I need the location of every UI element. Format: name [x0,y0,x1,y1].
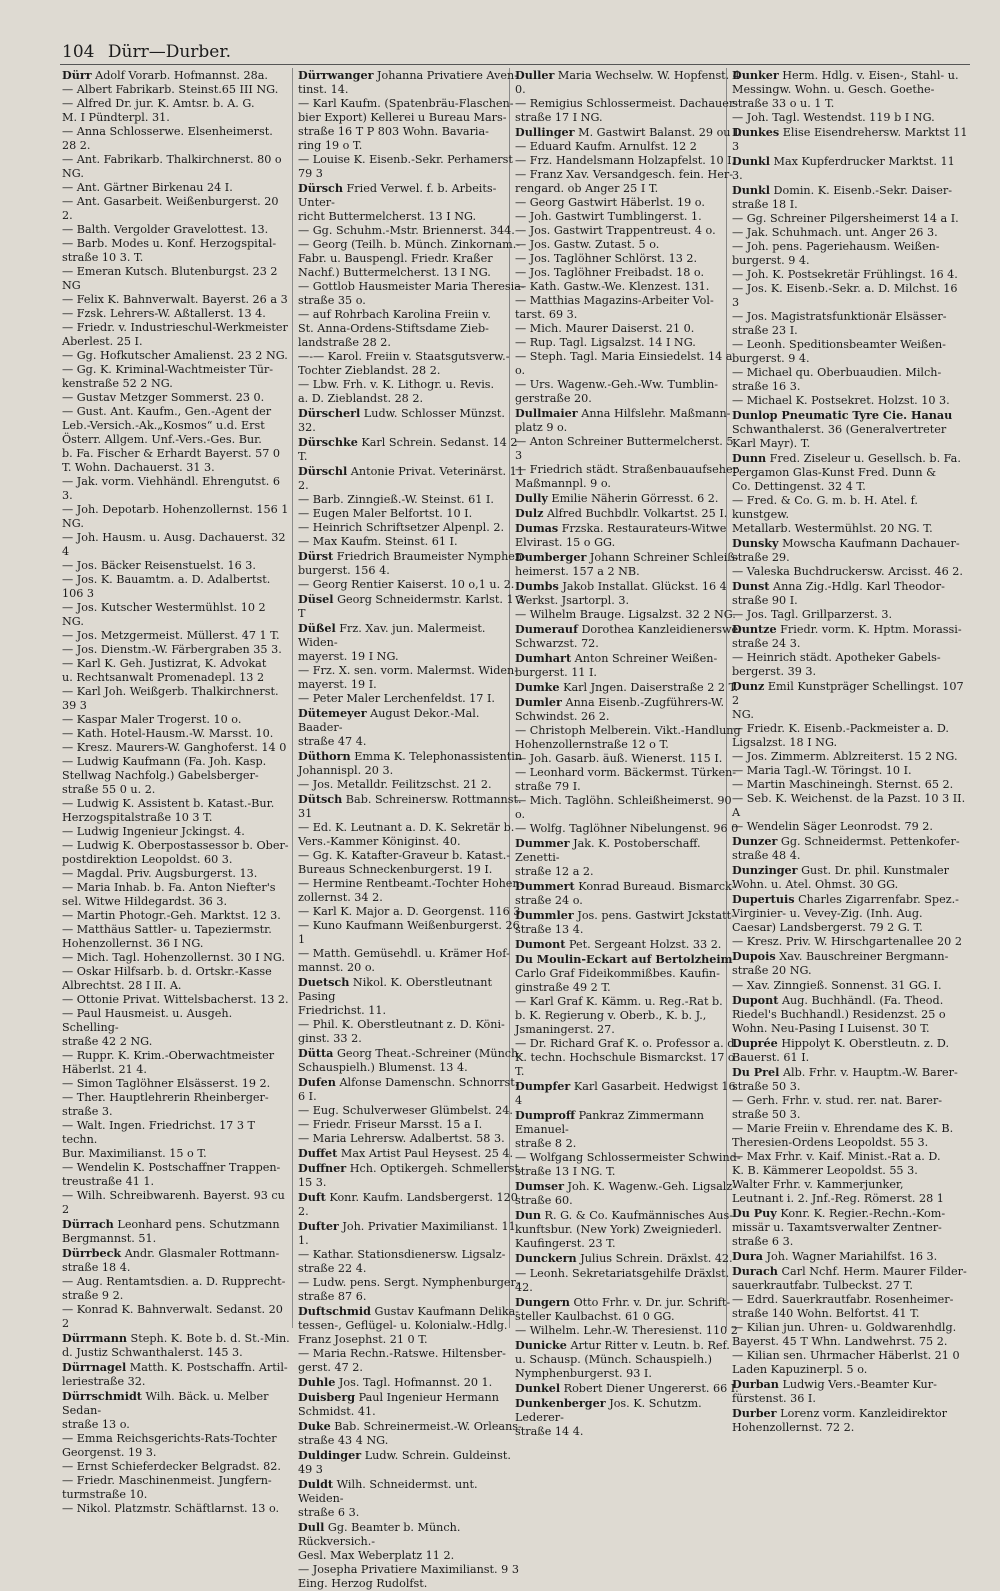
entry-surname: Dumas [515,521,559,535]
entry-surname: Dürrschmidt [62,1389,142,1403]
entry-details: Ludwig Vers.-Beamter Kur- fürstenst. 36 I. [732,1378,937,1405]
directory-entry [515,406,743,491]
directory-entry [62,1217,290,1246]
entry-surname: Dunsky [732,536,779,550]
entry-details: Max Kupferdrucker Marktst. 11 3. [732,155,955,182]
entry-details: Max Artist Paul Heysest. 25 4. [337,1147,514,1160]
directory-entry [515,836,743,879]
entry-details: Paul Ingenieur Hermann Schmidst. 41. [298,1391,499,1418]
entry-details: Aug. Buchhändl. (Fa. Theod. Riedel's Buchhandl.) Residenzst. 25 o Wohn. Neu-Pasing I Luisenst. 30 T. [732,994,946,1035]
directory-entry [298,1390,526,1419]
entry-details: Artur Ritter v. Leutn. b. Ref. u. Schausp. (Münch. Schauspielh.) Nymphenburgerst. 93 I. [515,1339,730,1380]
column-divider [292,68,293,1328]
entry-details: Jos. K. Schutzm. Lederer- straße 14 4. [515,1397,702,1438]
directory-entry [515,521,743,550]
entry-surname: Duldt [298,1477,334,1491]
entry-surname: Dürschl [298,464,348,478]
directory-entry [62,1331,290,1360]
directory-entry [515,908,743,937]
directory-entry [515,622,743,651]
entry-details: Adolf Vorarb. Hofmannst. 28a. — Albert Fabrikarb. Steinst.65 III NG. — Alfred Dr. jur. K. Amtsr. b. A. G. M. I Pündterpl. 31. — Anna Schlosserwe. Elsenheimerst. 28 2. — Ant. Fabrikarb. Thalkirchnerst. 80 o NG. — Ant. Gärtner Birkenau 24 I. — Ant. Gasarbeit. Weißenburgerst. 20 2. — Balth. Vergolder Gravelottest. 13. — Barb. Modes u. Konf. Herzogspital- straße 10 3. T. — Emeran Kutsch. Blutenburgst. 23 2 NG — Felix K. Bahnverwalt. Bayerst. 26 a 3 — Fzsk. Lehrers-W. Aßtallerst. 13 4. — Friedr. v. Industrieschul-Werkmeister Aberlest. 25 I. — Gg. Hofkutscher Amalienst. 23 2 NG. — Gg. K. Kriminal-Wachtmeister Tür- kenstraße 52 2 NG. — Gustav Metzger Sommerst. 23 0. — Gust. Ant. Kaufm., Gen.-Agent der Leb.-Versich.-Ak.„Kosmos“ u.d. Erst Österr. Allgem. Unf.-Vers.-Ges. Bur. b. Fa. Fischer & Erhardt Bayerst. 57 0 T. Wohn. Dachauerst. 31 3. — Jak. vorm. Viehhändl. Ehrengutst. 6 3. — Joh. Depotarb. Hohenzollernst. 156 1 NG. — Joh. Hausm. u. Ausg. Dachauerst. 32 4 — Jos. Bäcker Reisenstuelst. 16 3. — Jos. K. Bauamtm. a. D. Adalbertst. 106 3 — Jos. Kutscher Westermühlst. 10 2 NG. — Jos. Metzgermeist. Müllerst. 47 1 T. — Jos. Dienstm.-W. Färbergraben 35 3. — Karl K. Geh. Justizrat, K. Advokat u. Rechtsanwalt Promenadepl. 13 2 — Karl Joh. Weißgerb. Thalkirchnerst. 39 3 — Kaspar Maler Trogerst. 10 o. — Kath. Hotel-Hausm.-W. Marsst. 10. — Kresz. Maurers-W. Ganghoferst. 14 0 — Ludwig Kaufmann (Fa. Joh. Kasp. Stellwag Nachfolg.) Gabelsberger- straße 55 0 u. 2. — Ludwig K. Assistent b. Katast.-Bur. Herzogspitalstraße 10 3 T. — Ludwig Ingenieur Jckingst. 4. — Ludwig K. Oberpostassessor b. Ober- postdirektion Leopoldst. 60 3. — Magdal. Priv. Augsburgerst. 13. — Maria Inhab. b. Fa. Anton Niefter's sel. Witwe Hildegardst. 36 3. — Martin Photogr.-Geh. Marktst. 12 3. — Matthäus Sattler- u. Tapeziermstr. Hohenzollernst. 36 I NG. — Mich. Tagl. Hohenzollernst. 30 I NG. — Oskar Hilfsarb. b. d. Ortskr.-Kasse Albrechtst. 28 I II. A. — Ottonie Privat. Wittelsbacherst. 13 2. — Paul Hausmeist. u. Ausgeh. Schelling- straße 42 2 NG. — Ruppr. K. Krim.-Oberwachtmeister Häberlst. 21 4. — Simon Taglöhner Elsässerst. 19 2. — Ther. Hauptlehrerin Rheinberger- straße 3. — Walt. Ingen. Friedrichst. 17 3 T techn. Bur. Maximilianst. 15 o T. — Wendelin K. Postschaffner Trappen- treustraße 41 1. — Wilh. Schreibwarenh. Bayerst. 93 cu 2 [62,69,289,1216]
entry-details: Fred. Ziseleur u. Gesellsch. b. Fa. Pergamon Glas-Kunst Fred. Dunn & Co. Dettingenst. 32 4 T. — Fred. & Co. G. m. b. H. Atel. f. kunstgew. Metallarb. Westermühlst. 20 NG. T. [732,452,961,535]
entry-details: Jos. Tagl. Hofmannst. 20 1. [335,1376,493,1389]
entry-surname: Dunkel [515,1381,561,1395]
directory-entry [515,579,743,622]
entry-details: — Xav. Zinngieß. Sonnenst. 31 GG. I. [732,979,942,992]
entry-surname: Dunicke [515,1338,567,1352]
entry-details: Konr. Kaufm. Landsbergerst. 120 2. [298,1191,518,1218]
directory-entry [515,125,743,406]
directory-entry [732,1377,968,1406]
entry-details: Bab. Schreinermeist.-W. Orleans- straße 43 4 NG. [298,1420,522,1447]
entry-surname: Duntze [732,622,777,636]
entry-surname: Duisberg [298,1390,356,1404]
entry-details: Herm. Hdlg. v. Eisen-, Stahl- u. Messingw. Wohn. u. Gesch. Goethe- straße 33 o u. 1 T. — Joh. Tagl. Westendst. 119 b I NG. [732,69,959,124]
entry-surname: Dumhart [515,651,572,665]
directory-entry [298,1161,526,1190]
entry-details: Gust. Dr. phil. Kunstmaler Wohn. u. Atel. Ohmst. 30 GG. [732,864,950,891]
directory-entry [298,549,526,592]
directory-entry [298,1304,526,1375]
entry-surname: Dumler [515,695,562,709]
entry-details: Ludw. Schrein. Guldeinst. 49 3 [298,1449,511,1476]
entry-surname: Dunzinger [732,863,798,877]
column-3 [515,68,743,1439]
entry-details: Wilh. Schneidermst. unt. Weiden- straße 6 3. [298,1478,478,1519]
entry-surname: Dullinger [515,125,575,139]
entry-details: Pankraz Zimmermann Emanuel- straße 8 2. — Wolfgang Schlossermeister Schwind- straße 13 I NG. T. [515,1109,741,1178]
entry-surname: Dunn [732,451,767,465]
directory-entry [298,68,526,181]
entry-details: Emil Kunstpräger Schellingst. 107 2 NG. — Friedr. K. Eisenb.-Packmeister a. D. Ligsalzst. 18 I NG. — Jos. Zimmerm. Ablzreiterst. 15 2 NG. — Maria Tagl.-W. Töringst. 10 I. — Martin Maschineingh. Sternst. 65 2. — Seb. K. Weichenst. de la Pazst. 10 3 II. A — Wendelin Säger Leonrodst. 79 2. [732,680,966,833]
directory-entry [732,679,968,834]
entry-details: Johann Schreiner Schleiß- heimerst. 157 a 2 NB. [515,551,739,578]
entry-surname: Dürscherl [298,406,361,420]
entry-details: Georg Schneidermstr. Karlst. 1 3 T [298,593,525,620]
directory-entry [298,792,526,975]
entry-surname: Duft [298,1190,326,1204]
entry-details: Mowscha Kaufmann Dachauer- straße 29. — Valeska Buchdruckersw. Arcisst. 46 2. [732,537,963,578]
entry-surname: Duftschmid [298,1304,371,1318]
entry-surname: Düßel [298,621,336,635]
directory-entry [62,1246,290,1331]
entry-details: Alfred Buchbdlr. Volkartst. 25 I. [543,507,728,520]
entry-details: Schwanthalerst. 36 (Generalvertreter Karl Mayr). T. [732,423,947,450]
directory-entry [732,183,968,408]
directory-entry [515,1381,743,1396]
directory-entry [298,464,526,549]
directory-entry [298,1448,526,1477]
entry-surname: Duetsch [298,975,350,989]
entry-details: Johanna Privatiere Aven- tinst. 14. — Karl Kaufm. (Spatenbräu-Flaschen- bier Export) Kellerei u Bureau Mars- straße 16 T P 803 Wohn. Bavaria- ring 19 o T. — Louise K. Eisenb.-Sekr. Perhamerst 79 3 [298,69,518,180]
entry-surname: Dufter [298,1219,339,1233]
directory-entry [515,491,743,506]
entry-details: Elise Eisendrehersw. Marktst 11 3 [732,126,968,153]
directory-entry [298,1219,526,1304]
entry-surname: Durban [732,1377,779,1391]
entry-surname: Du Puy [732,1206,777,1220]
entry-surname: Dufen [298,1075,336,1089]
entry-details: Karl Schrein. Sedanst. 14 2 T. [298,436,518,463]
entry-surname: Dürrmann [62,1331,127,1345]
directory-entry [298,1046,526,1075]
directory-entry [298,435,526,464]
entry-details: Carl Nchf. Herm. Maurer Filder- sauerkrautfabr. Tulbeckst. 27 T. — Edrd. Sauerkrautfabr. Rosenheimer- straße 140 Wohn. Belfortst. 41 T. — Kilian jun. Uhren- u. Goldwarenhdlg. Bayerst. 45 T Whn. Landwehrst. 75 2. — Kilian sen. Uhrmacher Häberlst. 21 0 Laden Kapuzinerpl. 5 o. [732,1265,967,1376]
directory-entry [298,1190,526,1219]
entry-surname: Duhle [298,1375,336,1389]
entry-surname: Dunlop Pneumatic Tyre Cie. Hanau [732,408,953,422]
entry-details: Bab. Schreinersw. Rottmannst. 31 — Ed. K. Leutnant a. D. K. Sekretär b. Vers.-Kammer Königinst. 40. — Gg. K. Katafter-Graveur b. Katast.- Bureaus Schneckenburgerst. 19 I. — Hermine Rentbeamt.-Tochter Hohen- zollernst. 34 2. — Karl K. Major a. D. Georgenst. 116 3. — Kuno Kaufmann Weißenburgerst. 26 1 — Matth. Gemüsehdl. u. Krämer Hof- mannst. 20 o. [298,793,524,974]
entry-details: Xav. Bauschreiner Bergmann- straße 20 NG. [732,950,949,977]
entry-details: Pet. Sergeant Holzst. 33 2. [565,938,722,951]
directory-entry [62,68,290,1217]
entry-details: Frzska. Restaurateurs-Witwe Elvirast. 15 o GG. [515,522,727,549]
entry-surname: Dummer [515,836,570,850]
directory-entry [732,978,968,993]
entry-details: — Leonh. Sekretariatsgehilfe Dräxlst. 42. [515,1267,730,1294]
entry-details: Wilh. Bäck. u. Melber Sedan- straße 13 o. — Emma Reichsgerichts-Rats-Tochter Georgenst. 19 3. — Ernst Schieferdecker Belgradst. 82. — Friedr. Maschinenmeist. Jungfern- turmstraße 10. — Nikol. Platzmstr. Schäftlarnst. 13 o. [62,1390,281,1515]
entry-surname: Dunker [732,68,779,82]
entry-surname: Durach [732,1264,778,1278]
entry-details: Joh. Privatier Maximilianst. 11 1. — Kathar. Stationsdienersw. Ligsalz- straße 22 4. — Ludw. pens. Sergt. Nymphenburger- straße 87 6. [298,1220,520,1303]
entry-details: August Dekor.-Mal. Baader- straße 47 4. [298,707,480,748]
entry-surname: Dumproff [515,1108,576,1122]
directory-entry [732,451,968,536]
directory-entry [732,1264,968,1377]
entry-details: Andr. Glasmaler Rottmann- straße 18 4. — Aug. Rentamtsdien. a. D. Rupprecht- straße 9 2. — Konrad K. Bahnverwalt. Sedanst. 20 2 [62,1247,286,1330]
entry-surname: Du Moulin-Eckart auf Bertolzheim [515,952,733,966]
entry-surname: Dunkenberger [515,1396,606,1410]
entry-surname: Düthorn [298,749,351,763]
directory-entry [732,536,968,579]
entry-surname: Dürrbeck [62,1246,122,1260]
entry-surname: Dungern [515,1295,570,1309]
directory-entry [732,622,968,679]
entry-details: Robert Diener Ungererst. 66 I. [560,1382,739,1395]
directory-entry [732,863,968,892]
column-2 [298,68,526,1591]
directory-entry [515,550,743,579]
directory-entry [515,952,743,1079]
entry-details: Dorothea Kanzleidienerswe. Schwarzst. 72. [515,623,742,650]
entry-surname: Dumpfer [515,1079,571,1093]
directory-entry [515,680,743,695]
entry-details: Anna Hilfslehr. Maßmann- platz 9 o. — Anton Schreiner Buttermelcherst. 5 3 — Friedrich städt. Straßenbauaufseher Maßmannpl. 9 o. [515,407,738,490]
entry-surname: Dullmaier [515,406,578,420]
entry-surname: Durber [732,1406,777,1420]
directory-entry [298,749,526,792]
entry-surname: Dunkl [732,183,770,197]
directory-entry [62,1389,290,1516]
entry-details: Joh. Wagner Mariahilfst. 16 3. [762,1250,938,1263]
directory-entry [732,408,968,451]
entry-surname: Duke [298,1419,331,1433]
entry-surname: Dun [515,1208,541,1222]
entry-details: Karl Gasarbeit. Hedwigst 16 4 [515,1080,736,1107]
page-header [62,42,231,62]
entry-surname: Dürschke [298,435,358,449]
entry-details: Anna Eisenb.-Zugführers-W. Schwindst. 26 2. — Christoph Melberein. Vikt.-Handlung Hohenzollernstraße 12 o T. — Joh. Gasarb. äuß. Wienerst. 115 I. — Leonhard vorm. Bäckermst. Türken- straße 79 I. — Mich. Taglöhn. Schleißheimerst. 90 o. — Wolfg. Taglöhner Nibelungenst. 96 0 [515,696,741,835]
directory-entry [515,1396,743,1439]
directory-entry [732,834,968,863]
entry-surname: Dürsch [298,181,343,195]
directory-entry [298,1146,526,1161]
directory-entry [298,975,526,1046]
directory-entry [732,892,968,949]
directory-entry [732,68,968,125]
entry-details: Maria Wechselw. W. Hopfenst. 4 0. — Remigius Schlossermeist. Dachauer- straße 17 I NG. [515,69,740,124]
entry-details: Julius Schrein. Dräxlst. 42. [576,1252,733,1265]
entry-details: Fried Verwel. f. b. Arbeits-Unter- richt Buttermelcherst. 13 I NG. — Gg. Schuhm.-Mstr. Briennerst. 344. — Georg (Teilh. b. Münch. Zinkornam.- Fabr. u. Bauspengl. Friedr. Kraßer Nachf.) Buttermelcherst. 13 I NG. — Gottlob Hausmeister Maria Theresia- straße 35 o. — auf Rohrbach Karolina Freiin v. St. Anna-Ordens-Stiftsdame Zieb- landstraße 28 2. —-— Karol. Freiin v. Staatsgutsverw.- Tochter Zieblandst. 28 2. — Lbw. Frh. v. K. Lithogr. u. Revis. a. D. Zieblandst. 28 2. [298,182,525,405]
entry-details: Friedrich Braumeister Nymphen- burgerst. 156 4. — Georg Rentier Kaiserst. 10 o,1 u. 2. [298,550,526,591]
entry-details: Emma K. Telephonassistentin Johannispl. 20 3. — Jos. Metalldr. Feilitzschst. 21 2. [298,750,523,791]
entry-surname: Dumke [515,680,560,694]
directory-entry [515,1108,743,1179]
directory-entry [732,1406,968,1435]
directory-entry [732,1065,968,1206]
directory-entry [515,1251,743,1266]
entry-surname: Duffner [298,1161,347,1175]
entry-surname: Dupois [732,949,776,963]
entry-surname: Du Prel [732,1065,780,1079]
entry-details: Jak. K. Postoberschaff. Zenetti- straße 12 a 2. [515,837,701,878]
entry-surname: Duller [515,68,555,82]
directory-entry [515,1266,743,1295]
entry-details: Emilie Näherin Görresst. 6 2. [547,492,719,505]
entry-surname: Dunckern [515,1251,577,1265]
directory-entry [732,125,968,154]
entry-surname: Dumbs [515,579,559,593]
entry-surname: Dürrach [62,1217,114,1231]
entry-details: Carlo Graf Fideikommißbes. Kaufin- ginstraße 49 2 T. — Karl Graf K. Kämm. u. Reg.-Rat b. b. K. Regierung v. Oberb., K. b. J., Jsmaningerst. 27. — Dr. Richard Graf K. o. Professor a. d. K. techn. Hochschule Bismarckst. 17 o T. [515,967,738,1078]
entry-details: Gustav Kaufmann Delika- tessen-, Geflügel- u. Kolonialw.-Hdlg. Franz Josephst. 21 0 T. — Maria Rechn.-Ratswe. Hiltensber- gerst. 47 2. [298,1305,520,1374]
entry-surname: Duffet [298,1146,338,1160]
entry-details: Georg Theat.-Schreiner (Münch. Schauspielh.) Blumenst. 13 4. [298,1047,522,1074]
entry-details: Anton Schreiner Weißen- burgerst. 11 I. [515,652,718,679]
directory-entry [298,406,526,435]
directory-entry [298,181,526,406]
entry-details: Gg. Schneidermst. Pettenkofer- straße 48 4. [732,835,960,862]
entry-surname: Dull [298,1520,325,1534]
entry-details: Domin. K. Eisenb.-Sekr. Daiser- straße 18 I. — Gg. Schreiner Pilgersheimerst 14 a I. — Jak. Schuhmach. unt. Anger 26 3. — Joh. pens. Pageriehausm. Weißen- burgerst. 9 4. — Joh. K. Postsekretär Frühlingst. 16 4. — Jos. K. Eisenb.-Sekr. a. D. Milchst. 16 3 — Jos. Magistratsfunktionär Elsässer- straße 23 I. — Leonh. Speditionsbeamter Weißen- burgerst. 9 4. — Michael qu. Oberbuaudien. Milch- straße 16 3. — Michael K. Postsekret. Holzst. 10 3. [732,184,959,407]
entry-details: Nikol. K. Oberstleutnant Pasing Friedrichst. 11. — Phil. K. Oberstleutnant z. D. Köni- ginst. 33 2. [298,976,505,1045]
entry-surname: Dumser [515,1179,564,1193]
entry-details: Otto Frhr. v. Dr. jur. Schrift- steller Kaulbachst. 61 0 GG. — Wilhelm. Lehr.-W. Theresienst. 110 2 [515,1296,738,1337]
entry-surname: Dürr [62,68,92,82]
page-number: 104 [62,42,95,62]
entry-details: Friedr. vorm. K. Hptm. Morassi- straße 24 3. — Heinrich städt. Apotheker Gabels- bergerst. 39 3. [732,623,962,678]
entry-surname: Dürrwanger [298,68,374,82]
directory-entry [515,506,743,521]
entry-surname: Dupont [732,993,779,1007]
entry-details: Lorenz vorm. Kanzleidirektor Hohenzollernst. 72 2. [732,1407,948,1434]
entry-surname: Dunst [732,579,770,593]
entry-details: Alfonse Damenschn. Schnorrst. 6 I. — Eug. Schulverweser Glümbelst. 24. — Friedr. Friseur Marsst. 15 a I. — Maria Lehrersw. Adalbertst. 58 3. [298,1076,519,1145]
directory-entry [298,1075,526,1146]
directory-entry [515,68,743,125]
entry-surname: Dumberger [515,550,587,564]
entry-surname: Dürrnagel [62,1360,127,1374]
entry-details: Steph. K. Bote b. d. St.-Min. d. Justiz Schwanthalerst. 145 3. [62,1332,290,1359]
entry-surname: Dumerauf [515,622,578,636]
entry-details: Gg. Beamter b. Münch. Rückversich.- Gesl. Max Weberplatz 11 2. — Josepha Privatiere Maximilianst. 9 3 Eing. Herzog Rudolfst. [298,1521,519,1590]
directory-entry [515,879,743,908]
header-rule [60,64,970,65]
entry-surname: Dütsch [298,792,343,806]
directory-entry [298,1477,526,1520]
entry-surname: Dunkes [732,125,780,139]
entry-surname: Dupertuis [732,892,795,906]
entry-surname: Dura [732,1249,763,1263]
directory-entry [515,651,743,680]
entry-details: Matth. K. Postschaffn. Artil- leriestraße 32. [62,1361,288,1388]
entry-surname: Dumont [515,937,566,951]
entry-surname: Dunzer [732,834,778,848]
directory-entry [515,1338,743,1381]
directory-entry [732,579,968,622]
entry-details: M. Gastwirt Balanst. 29 ou I. — Eduard Kaufm. Arnulfst. 12 2 — Frz. Handelsmann Holzapfelst. 10 I. — Franz Xav. Versandgesch. fein. Her- rengard. ob Anger 25 I T. — Georg Gastwirt Häberlst. 19 o. — Joh. Gastwirt Tumblingerst. 1. — Jos. Gastwirt Trappentreust. 4 o. — Jos. Gastw. Zutast. 5 o. — Jos. Taglöhner Schlörst. 13 2. — Jos. Taglöhner Freibadst. 18 o. — Kath. Gastw.-We. Klenzest. 131. — Matthias Magazins-Arbeiter Vol- tarst. 69 3. — Mich. Maurer Daiserst. 21 0. — Rup. Tagl. Ligsalzst. 14 I NG. — Steph. Tagl. Maria Einsiedelst. 14 a o. — Urs. Wagenw.-Geh.-Ww. Tumblin- gerstraße 20. [515,126,743,405]
entry-details: Frz. Xav. jun. Malermeist. Widen- mayerst. 19 I NG. — Frz. X. sen. vorm. Malermst. Widen- mayerst. 19 I. — Peter Maler Lerchenfeldst. 17 I. [298,622,519,705]
entry-surname: Dunkl [732,154,770,168]
directory-entry [298,1419,526,1448]
directory-entry [732,1249,968,1264]
entry-details: Alb. Frhr. v. Hauptm.-W. Barer- straße 50 3. — Gerh. Frhr. v. stud. rer. nat. Barer- straße 50 3. — Marie Freiin v. Ehrendame des K. B. Theresien-Ordens Leopoldst. 55 3. — Max Frhr. v. Kaif. Minist.-Rat a. D. K. B. Kämmerer Leopoldst. 55 3. Walter Frhr. v. Kammerjunker, Leutnant i. 2. Jnf.-Reg. Römerst. 28 1 [732,1066,958,1205]
entry-details: R. G. & Co. Kaufmännisches Aus- kunftsbur. (New York) Zweigniederl. Kaufingerst. 23 T. [515,1209,734,1250]
directory-entry [515,1079,743,1108]
entry-details: Charles Zigarrenfabr. Spez.- Virginier- u. Vevey-Zig. (Inh. Aug. Caesar) Landsbergerst. 79 2 G. T. — Kresz. Priv. W. Hirschgartenallee 20 2 [732,893,962,948]
column-1 [62,68,290,1516]
directory-entry [298,592,526,621]
directory-entry [515,1179,743,1208]
entry-surname: Dummert [515,879,575,893]
entry-surname: Düsel [298,592,334,606]
entry-surname: Dunz [732,679,765,693]
directory-entry [298,1375,526,1390]
entry-details: Karl Jngen. Daiserstraße 2 2 T. [559,681,738,694]
directory-entry [298,1520,526,1591]
entry-details: Konr. K. Regier.-Rechn.-Kom- missär u. Taxamtsverwalter Zentner- straße 6 3. [732,1207,946,1248]
entry-details: Joh. K. Wagenw.-Geh. Ligsalz- straße 60. [515,1180,737,1207]
column-4 [732,68,968,1435]
entry-surname: Dummler [515,908,574,922]
entry-details: Hch. Optikergeh. Schmellerst. 15 3. [298,1162,523,1189]
entry-surname: Duprée [732,1036,778,1050]
entry-surname: Dully [515,491,548,505]
running-head: Dürr—Durber. [107,42,232,62]
directory-entry [732,154,968,183]
entry-details: Leonhard pens. Schutzmann Bergmannst. 51. [62,1218,280,1245]
entry-details: Jos. pens. Gastwirt Jckstatt- straße 13 4. [515,909,735,936]
entry-details: Ludw. Schlosser Münzst. 32. [298,407,505,434]
entry-surname: Duldinger [298,1448,362,1462]
entry-details: Antonie Privat. Veterinärst. 11 2. — Barb. Zinngieß.-W. Steinst. 61 I. — Eugen Maler Belfortst. 10 I. — Heinrich Schriftsetzer Alpenpl. 2. — Max Kaufm. Steinst. 61 I. [298,465,524,548]
directory-entry [298,621,526,706]
directory-entry [515,1295,743,1338]
entry-details: Jakob Installat. Glückst. 16 4 Werkst. Jsartorpl. 3. — Wilhelm Brauge. Ligsalzst. 32 2 NG. [515,580,736,621]
entry-surname: Dürst [298,549,334,563]
entry-surname: Dütemeyer [298,706,367,720]
entry-surname: Dütta [298,1046,334,1060]
directory-entry [515,1208,743,1251]
directory-entry [62,1360,290,1389]
directory-entry [298,706,526,749]
directory-entry [732,993,968,1036]
directory-entry [732,1036,968,1065]
directory-entry [732,1206,968,1249]
entry-details: Konrad Bureaud. Bismarck- straße 24 o. [515,880,736,907]
directory-entry [515,937,743,952]
entry-details: Anna Zig.-Hdlg. Karl Theodor- straße 90 I. — Jos. Tagl. Grillparzerst. 3. [732,580,945,621]
directory-entry [515,695,743,836]
directory-entry [732,949,968,978]
entry-details: Hippolyt K. Oberstleutn. z. D. Bauerst. 61 I. [732,1037,950,1064]
entry-surname: Dulz [515,506,544,520]
